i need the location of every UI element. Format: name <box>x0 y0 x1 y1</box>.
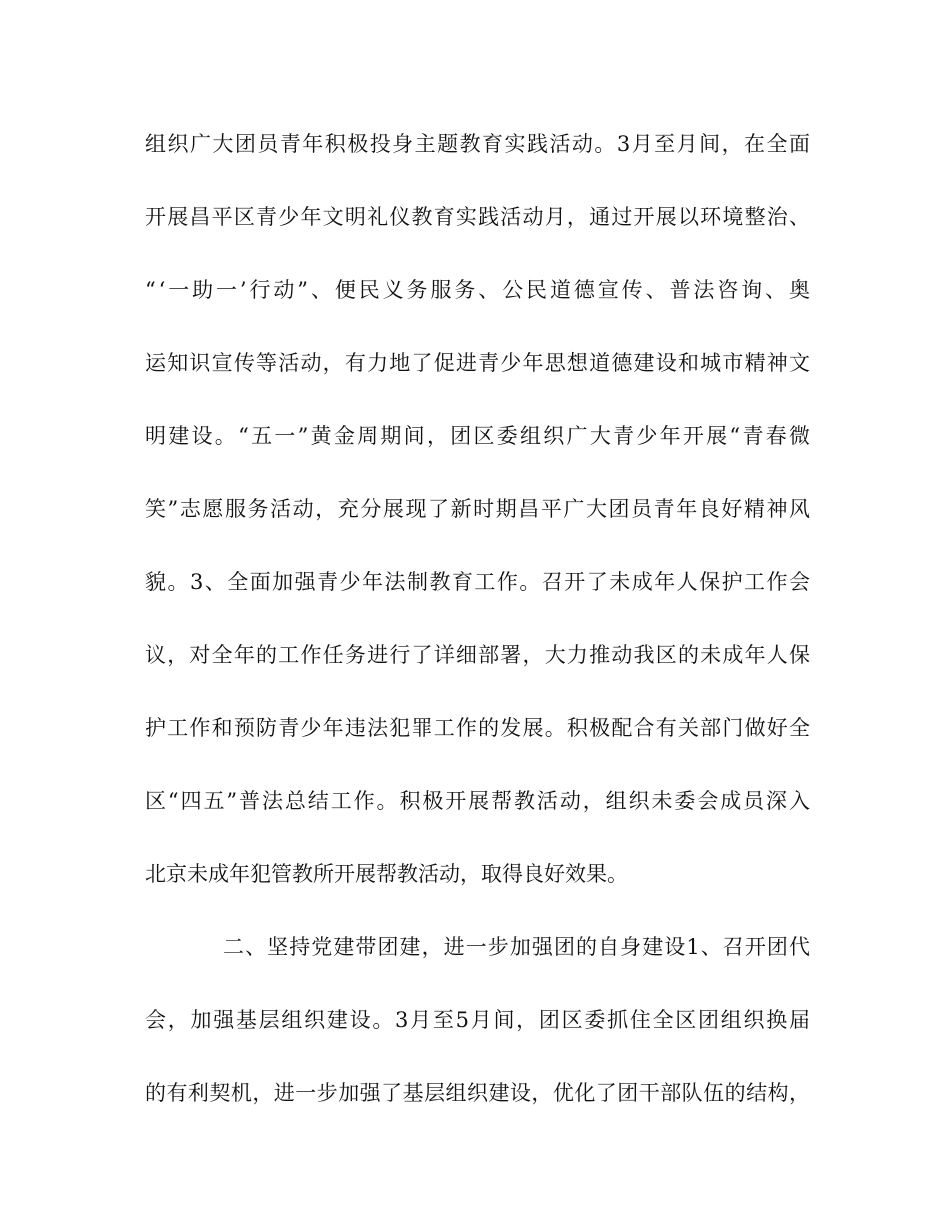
text-line-3: “‘一助一’行动”、便民义务服务、公民道德宣传、普法咨询、奥 <box>145 278 813 302</box>
text-line-13: 会，加强基层组织建设。3月至5月间，团区委抓住全区团组织换届 <box>145 1008 812 1032</box>
text-line-6: 笑”志愿服务活动，充分展现了新时期昌平广大团员青年良好精神风 <box>145 497 812 521</box>
text-line-4: 运知识宣传等活动，有力地了促进青少年思想道德建设和城市精神文 <box>145 351 812 375</box>
text-line-11: 北京未成年犯管教所开展帮教活动，取得良好效果。 <box>145 862 628 886</box>
text-line-1: 组织广大团员青年积极投身主题教育实践活动。3月至月间，在全面 <box>145 132 812 156</box>
text-line-7: 貌。3、全面加强青少年法制教育工作。召开了未成年人保护工作会 <box>145 570 812 594</box>
text-line-8: 议，对全年的工作任务进行了详细部署，大力推动我区的未成年人保 <box>145 643 812 667</box>
text-line-9: 护工作和预防青少年违法犯罪工作的发展。积极配合有关部门做好全 <box>145 716 812 740</box>
text-line-14: 的有利契机，进一步加强了基层组织建设，优化了团干部队伍的结构， <box>145 1081 811 1105</box>
body-text <box>145 119 813 1141</box>
section-heading-line: 二、坚持党建带团建，进一步加强团的自身建设1、召开团代 <box>223 935 812 959</box>
text-line-5: 明建设。“五一”黄金周期间，团区委组织广大青少年开展“青春微 <box>145 424 813 448</box>
text-line-2: 开展昌平区青少年文明礼仪教育实践活动月，通过开展以环境整治、 <box>145 205 812 229</box>
text-line-10: 区“四五”普法总结工作。积极开展帮教活动，组织未委会成员深入 <box>145 789 812 813</box>
